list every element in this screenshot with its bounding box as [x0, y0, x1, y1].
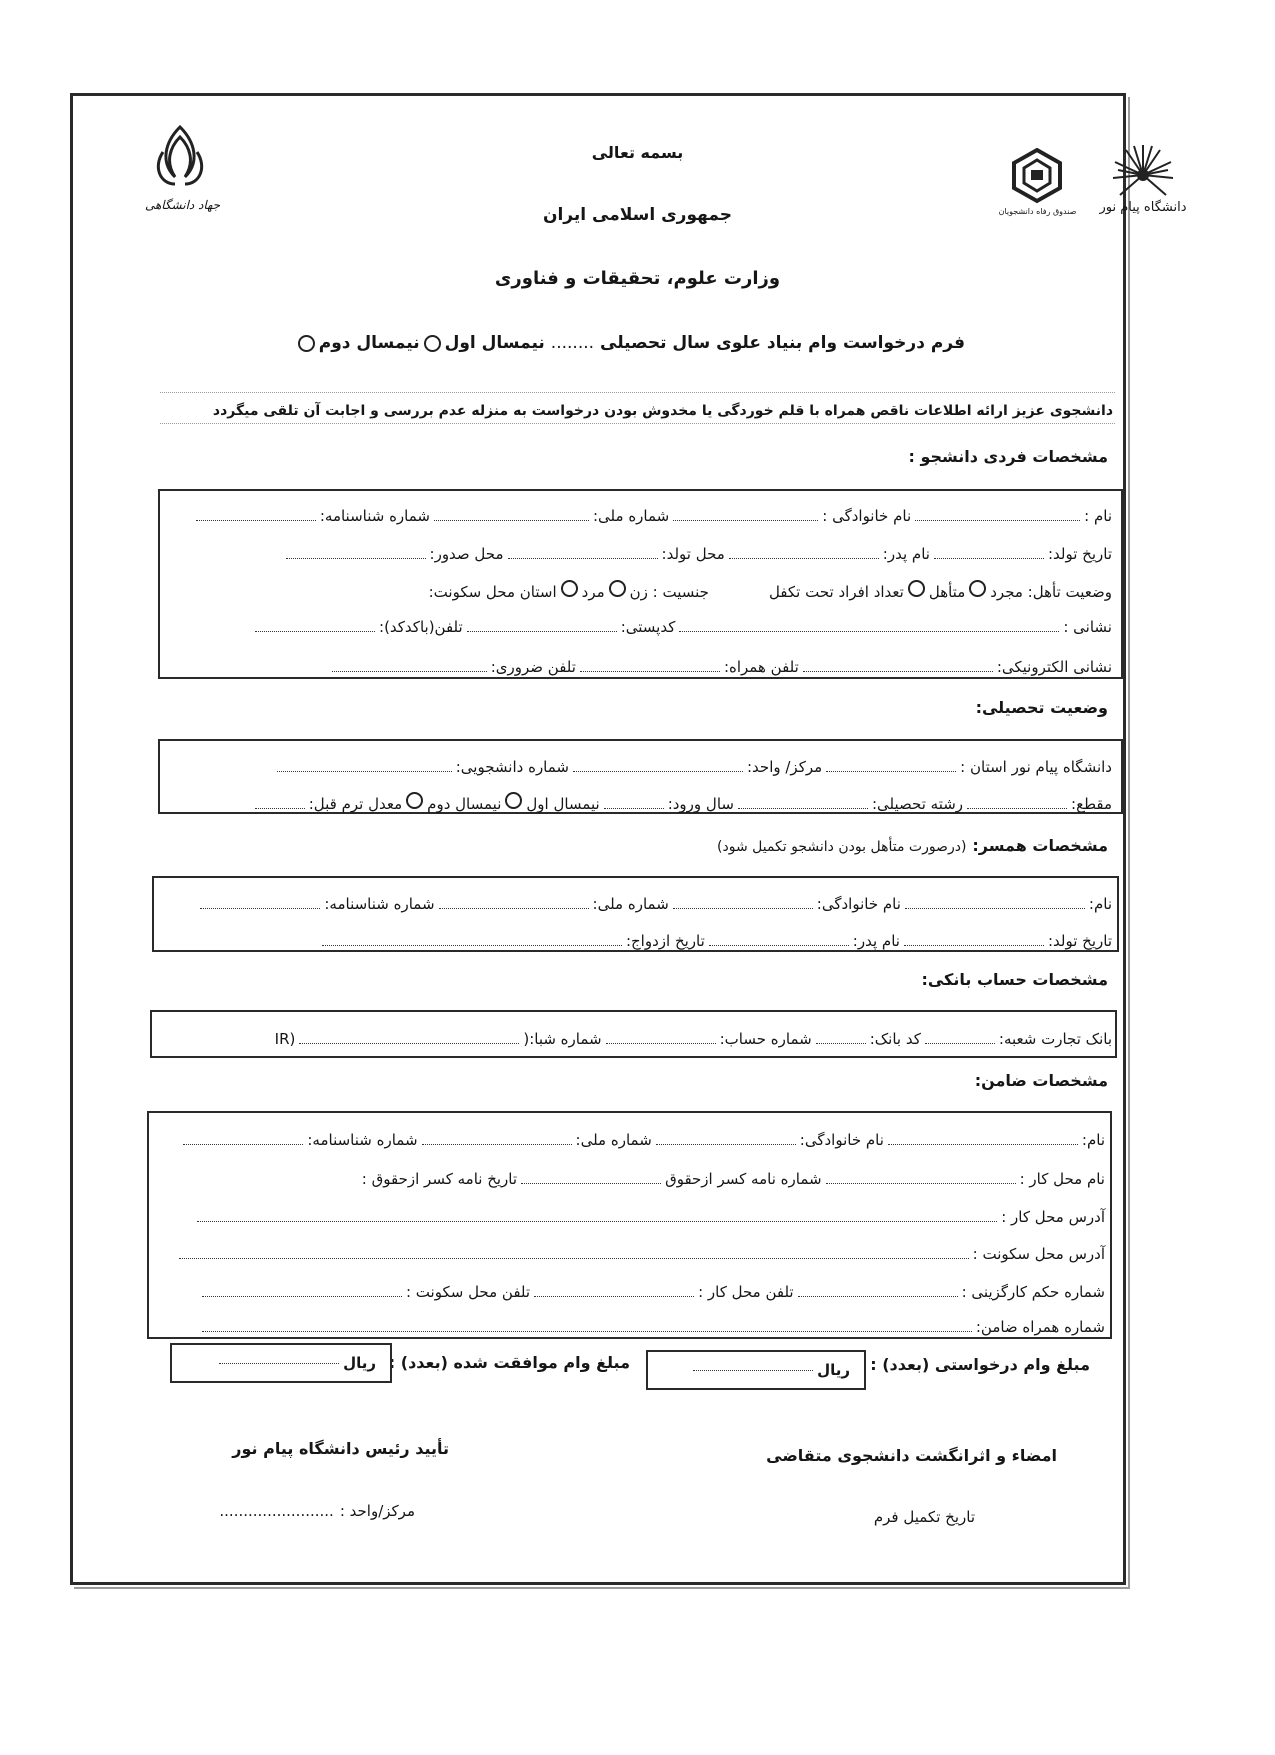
id-number-label: شماره شناسنامه: — [319, 507, 430, 525]
g-last-name-field[interactable] — [656, 1143, 796, 1145]
university-label: دانشگاه پیام نور استان : — [960, 758, 1112, 776]
g-work-phone-label: تلفن محل کار : — [698, 1283, 794, 1301]
spouse-national-id-label: شماره ملی: — [592, 895, 669, 913]
bank-row — [275, 1030, 1112, 1048]
spouse-first-name-label: نام: — [1088, 895, 1112, 913]
spouse-birth-date-label: تاریخ تولد: — [1047, 932, 1112, 950]
last-name-label: نام خانوادگی : — [822, 507, 912, 525]
g-letter-date-label: تاریخ نامه کسر ازحقوق : — [361, 1170, 518, 1188]
president-approval-label: تأیید رئیس دانشگاه پیام نور — [232, 1439, 449, 1458]
sheba-label: شماره شبا:( — [523, 1030, 602, 1048]
spouse-national-id-field[interactable] — [439, 907, 589, 909]
gpa-label: معدل ترم قبل: — [308, 795, 403, 813]
birth-place-label: محل تولد: — [661, 545, 725, 563]
married-label: متأهل — [928, 583, 966, 601]
degree-field[interactable] — [967, 807, 1067, 809]
semester-first-radio[interactable] — [424, 335, 441, 352]
marital-label: وضعیت تأهل: مجرد — [990, 583, 1112, 601]
spouse-last-name-label: نام خانوادگی: — [816, 895, 901, 913]
mobile-field[interactable] — [580, 670, 720, 672]
postal-code-field[interactable] — [467, 630, 617, 632]
g-letter-no-field[interactable] — [521, 1182, 661, 1184]
issue-place-label: محل صدور: — [429, 545, 504, 563]
gpa-field[interactable] — [255, 807, 305, 809]
g-national-id-label: شماره ملی: — [575, 1131, 652, 1149]
single-radio[interactable] — [969, 580, 986, 597]
guarantor-row-3 — [193, 1208, 1105, 1226]
father-name-field[interactable] — [729, 557, 879, 559]
guarantor-row-1 — [179, 1131, 1105, 1149]
phone-field[interactable] — [255, 630, 375, 632]
marriage-date-label: تاریخ ازدواج: — [625, 932, 705, 950]
national-id-field[interactable] — [434, 519, 589, 521]
bank-heading: مشخصات حساب بانکی: — [921, 970, 1108, 989]
republic-title: جمهوری اسلامی ایران — [542, 205, 733, 225]
notice-text: دانشجوی عزیز ارائه اطلاعات ناقص همراه با قلم خوردگی یا مخدوش بودن درخواست به منزله عدم بررسی و اجابت آن تلقی میگردد — [212, 403, 1113, 419]
major-field[interactable] — [738, 807, 868, 809]
phone-label: تلفن(باکدکد): — [379, 618, 463, 636]
g-home-phone-field[interactable] — [202, 1295, 402, 1297]
sheba-suffix: IR) — [274, 1030, 296, 1048]
email-field[interactable] — [803, 670, 993, 672]
applicant-signature-label: امضاء و اثرانگشت دانشجوی متقاضی — [766, 1446, 1057, 1465]
form-title: فرم درخواست وام بنیاد علوی سال تحصیلی — [600, 333, 965, 353]
guarantor-row-4 — [175, 1245, 1105, 1263]
requested-currency: ریال — [817, 1361, 850, 1379]
male-radio[interactable] — [561, 580, 578, 597]
personal-row-1 — [192, 507, 1112, 525]
spouse-birth-date-field[interactable] — [904, 944, 1044, 946]
g-workplace-label: نام محل کار : — [1019, 1170, 1105, 1188]
g-mobile-label: شماره همراه ضامن: — [975, 1318, 1105, 1336]
spouse-id-number-label: شماره شناسنامه: — [324, 895, 435, 913]
bank-code-label: کد بانک: — [869, 1030, 921, 1048]
jahad-logo-text: جهاد دانشگاهی — [144, 198, 221, 212]
guarantor-row-6 — [198, 1318, 1105, 1336]
married-radio[interactable] — [908, 580, 925, 597]
fill-date-label: تاریخ تکمیل فرم — [873, 1508, 975, 1526]
last-name-field[interactable] — [673, 519, 818, 521]
form-title-row — [294, 333, 965, 353]
personal-row-3 — [429, 580, 1112, 601]
g-home-phone-label: تلفن محل سکونت : — [405, 1283, 531, 1301]
account-number-field[interactable] — [606, 1042, 716, 1044]
university-field[interactable] — [826, 770, 956, 772]
guarantor-heading: مشخصات ضامن: — [974, 1071, 1108, 1090]
province-label: استان محل سکونت: — [428, 583, 557, 601]
g-work-address-label: آدرس محل کار : — [1001, 1208, 1105, 1226]
spouse-note: (درصورت متأهل بودن دانشجو تکمیل شود) — [717, 839, 967, 855]
g-employment-order-label: شماره حکم کارگزینی : — [961, 1283, 1105, 1301]
id-number-field[interactable] — [196, 519, 316, 521]
email-label: نشانی الکترونیکی: — [996, 658, 1112, 676]
spouse-row-1 — [196, 895, 1112, 913]
education-heading: وضعیت تحصیلی: — [975, 698, 1108, 717]
center-field[interactable] — [573, 770, 743, 772]
center-label: مرکز/ واحد: — [747, 758, 823, 776]
marriage-date-field[interactable] — [322, 944, 622, 946]
mobile-label: تلفن همراه: — [723, 658, 799, 676]
g-home-address-field[interactable] — [179, 1257, 969, 1259]
personal-row-4 — [251, 618, 1112, 636]
entry-year-field[interactable] — [604, 807, 664, 809]
sem2-label: نیمسال دوم — [427, 795, 502, 813]
guarantor-row-2 — [362, 1170, 1105, 1188]
first-name-label: نام : — [1084, 507, 1112, 525]
bank-code-field[interactable] — [816, 1042, 866, 1044]
sem1-radio[interactable] — [505, 792, 522, 809]
address-field[interactable] — [679, 630, 1059, 632]
approved-amount-box[interactable] — [170, 1343, 392, 1383]
form-title-dots: ........ — [550, 333, 595, 353]
ministry-title: وزارت علوم، تحقیقات و فناوری — [494, 268, 781, 289]
female-radio[interactable] — [609, 580, 626, 597]
student-number-field[interactable] — [277, 770, 452, 772]
dependents-label: تعداد افراد تحت تکفل — [768, 583, 904, 601]
requested-amount-label: مبلغ وام درخواستی (بعدد) : — [870, 1355, 1090, 1374]
g-national-id-field[interactable] — [422, 1143, 572, 1145]
personal-heading: مشخصات فردی دانشجو : — [908, 447, 1108, 466]
spouse-father-name-field[interactable] — [709, 944, 849, 946]
g-first-name-label: نام: — [1081, 1131, 1105, 1149]
president-center-row — [219, 1502, 415, 1520]
approved-currency: ریال — [343, 1354, 376, 1372]
sem1-label: نیمسال اول — [526, 795, 600, 813]
degree-label: مقطع: — [1071, 795, 1112, 813]
approved-amount-field[interactable] — [219, 1362, 339, 1364]
g-work-phone-field[interactable] — [534, 1295, 694, 1297]
spouse-first-name-field[interactable] — [905, 907, 1085, 909]
spouse-heading: مشخصات همسر: — [972, 836, 1108, 855]
personal-row-2 — [282, 545, 1112, 563]
spouse-father-name-label: نام پدر: — [852, 932, 900, 950]
national-id-label: شماره ملی: — [593, 507, 670, 525]
entry-year-label: سال ورود: — [667, 795, 734, 813]
approved-amount-label: مبلغ وام موافقت شده (بعدد) : — [388, 1353, 630, 1372]
bismillah: بسمه تعالی — [591, 143, 684, 162]
spouse-heading-row — [717, 836, 1108, 855]
g-letter-no-label: شماره نامه کسر ازحقوق — [665, 1170, 822, 1188]
g-workplace-field[interactable] — [826, 1182, 1016, 1184]
g-home-address-label: آدرس محل سکونت : — [972, 1245, 1105, 1263]
personal-row-5 — [328, 658, 1112, 676]
g-id-number-label: شماره شناسنامه: — [307, 1131, 418, 1149]
g-employment-order-field[interactable] — [798, 1295, 958, 1297]
sheba-field[interactable] — [299, 1042, 519, 1044]
guarantor-row-5 — [198, 1283, 1105, 1301]
welfare-fund-logo-text: صندوق رفاه دانشجویان — [998, 207, 1077, 216]
branch-field[interactable] — [925, 1042, 995, 1044]
emergency-phone-field[interactable] — [332, 670, 487, 672]
requested-amount-field[interactable] — [693, 1369, 813, 1371]
g-work-address-field[interactable] — [197, 1220, 997, 1222]
g-mobile-field[interactable] — [202, 1330, 972, 1332]
male-label: مرد — [581, 583, 605, 601]
g-last-name-label: نام خانوادگی: — [799, 1131, 884, 1149]
g-id-number-field[interactable] — [183, 1143, 303, 1145]
first-name-field[interactable] — [915, 519, 1080, 521]
semester-first-label: نیمسال اول — [444, 333, 545, 353]
major-label: رشته تحصیلی: — [871, 795, 964, 813]
jahad-logo — [145, 122, 215, 202]
address-label: نشانی : — [1063, 618, 1112, 636]
father-name-label: نام پدر: — [882, 545, 930, 563]
education-row-2 — [251, 792, 1112, 813]
birth-place-field[interactable] — [508, 557, 658, 559]
gender-label: جنسیت : زن — [629, 583, 709, 601]
student-number-label: شماره دانشجویی: — [455, 758, 569, 776]
semester-second-radio[interactable] — [298, 335, 315, 352]
emergency-phone-label: تلفن ضروری: — [490, 658, 576, 676]
semester-second-label: نیمسال دوم — [318, 333, 420, 353]
president-center-dots: ........................ — [219, 1502, 334, 1520]
branch-label: بانک تجارت شعبه: — [998, 1030, 1112, 1048]
spouse-id-number-field[interactable] — [200, 907, 320, 909]
payame-noor-logo-text: دانشگاه پیام نور — [1099, 200, 1187, 215]
president-center-label: مرکز/واحد : — [339, 1502, 415, 1520]
requested-amount-box[interactable] — [646, 1350, 866, 1390]
education-row-1 — [273, 758, 1112, 776]
account-number-label: شماره حساب: — [719, 1030, 812, 1048]
spouse-last-name-field[interactable] — [673, 907, 813, 909]
birth-date-label: تاریخ تولد: — [1047, 545, 1112, 563]
sem2-radio[interactable] — [406, 792, 423, 809]
g-first-name-field[interactable] — [888, 1143, 1078, 1145]
birth-date-field[interactable] — [934, 557, 1044, 559]
issue-place-field[interactable] — [286, 557, 426, 559]
postal-code-label: کدپستی: — [620, 618, 676, 636]
spouse-row-2 — [318, 932, 1112, 950]
